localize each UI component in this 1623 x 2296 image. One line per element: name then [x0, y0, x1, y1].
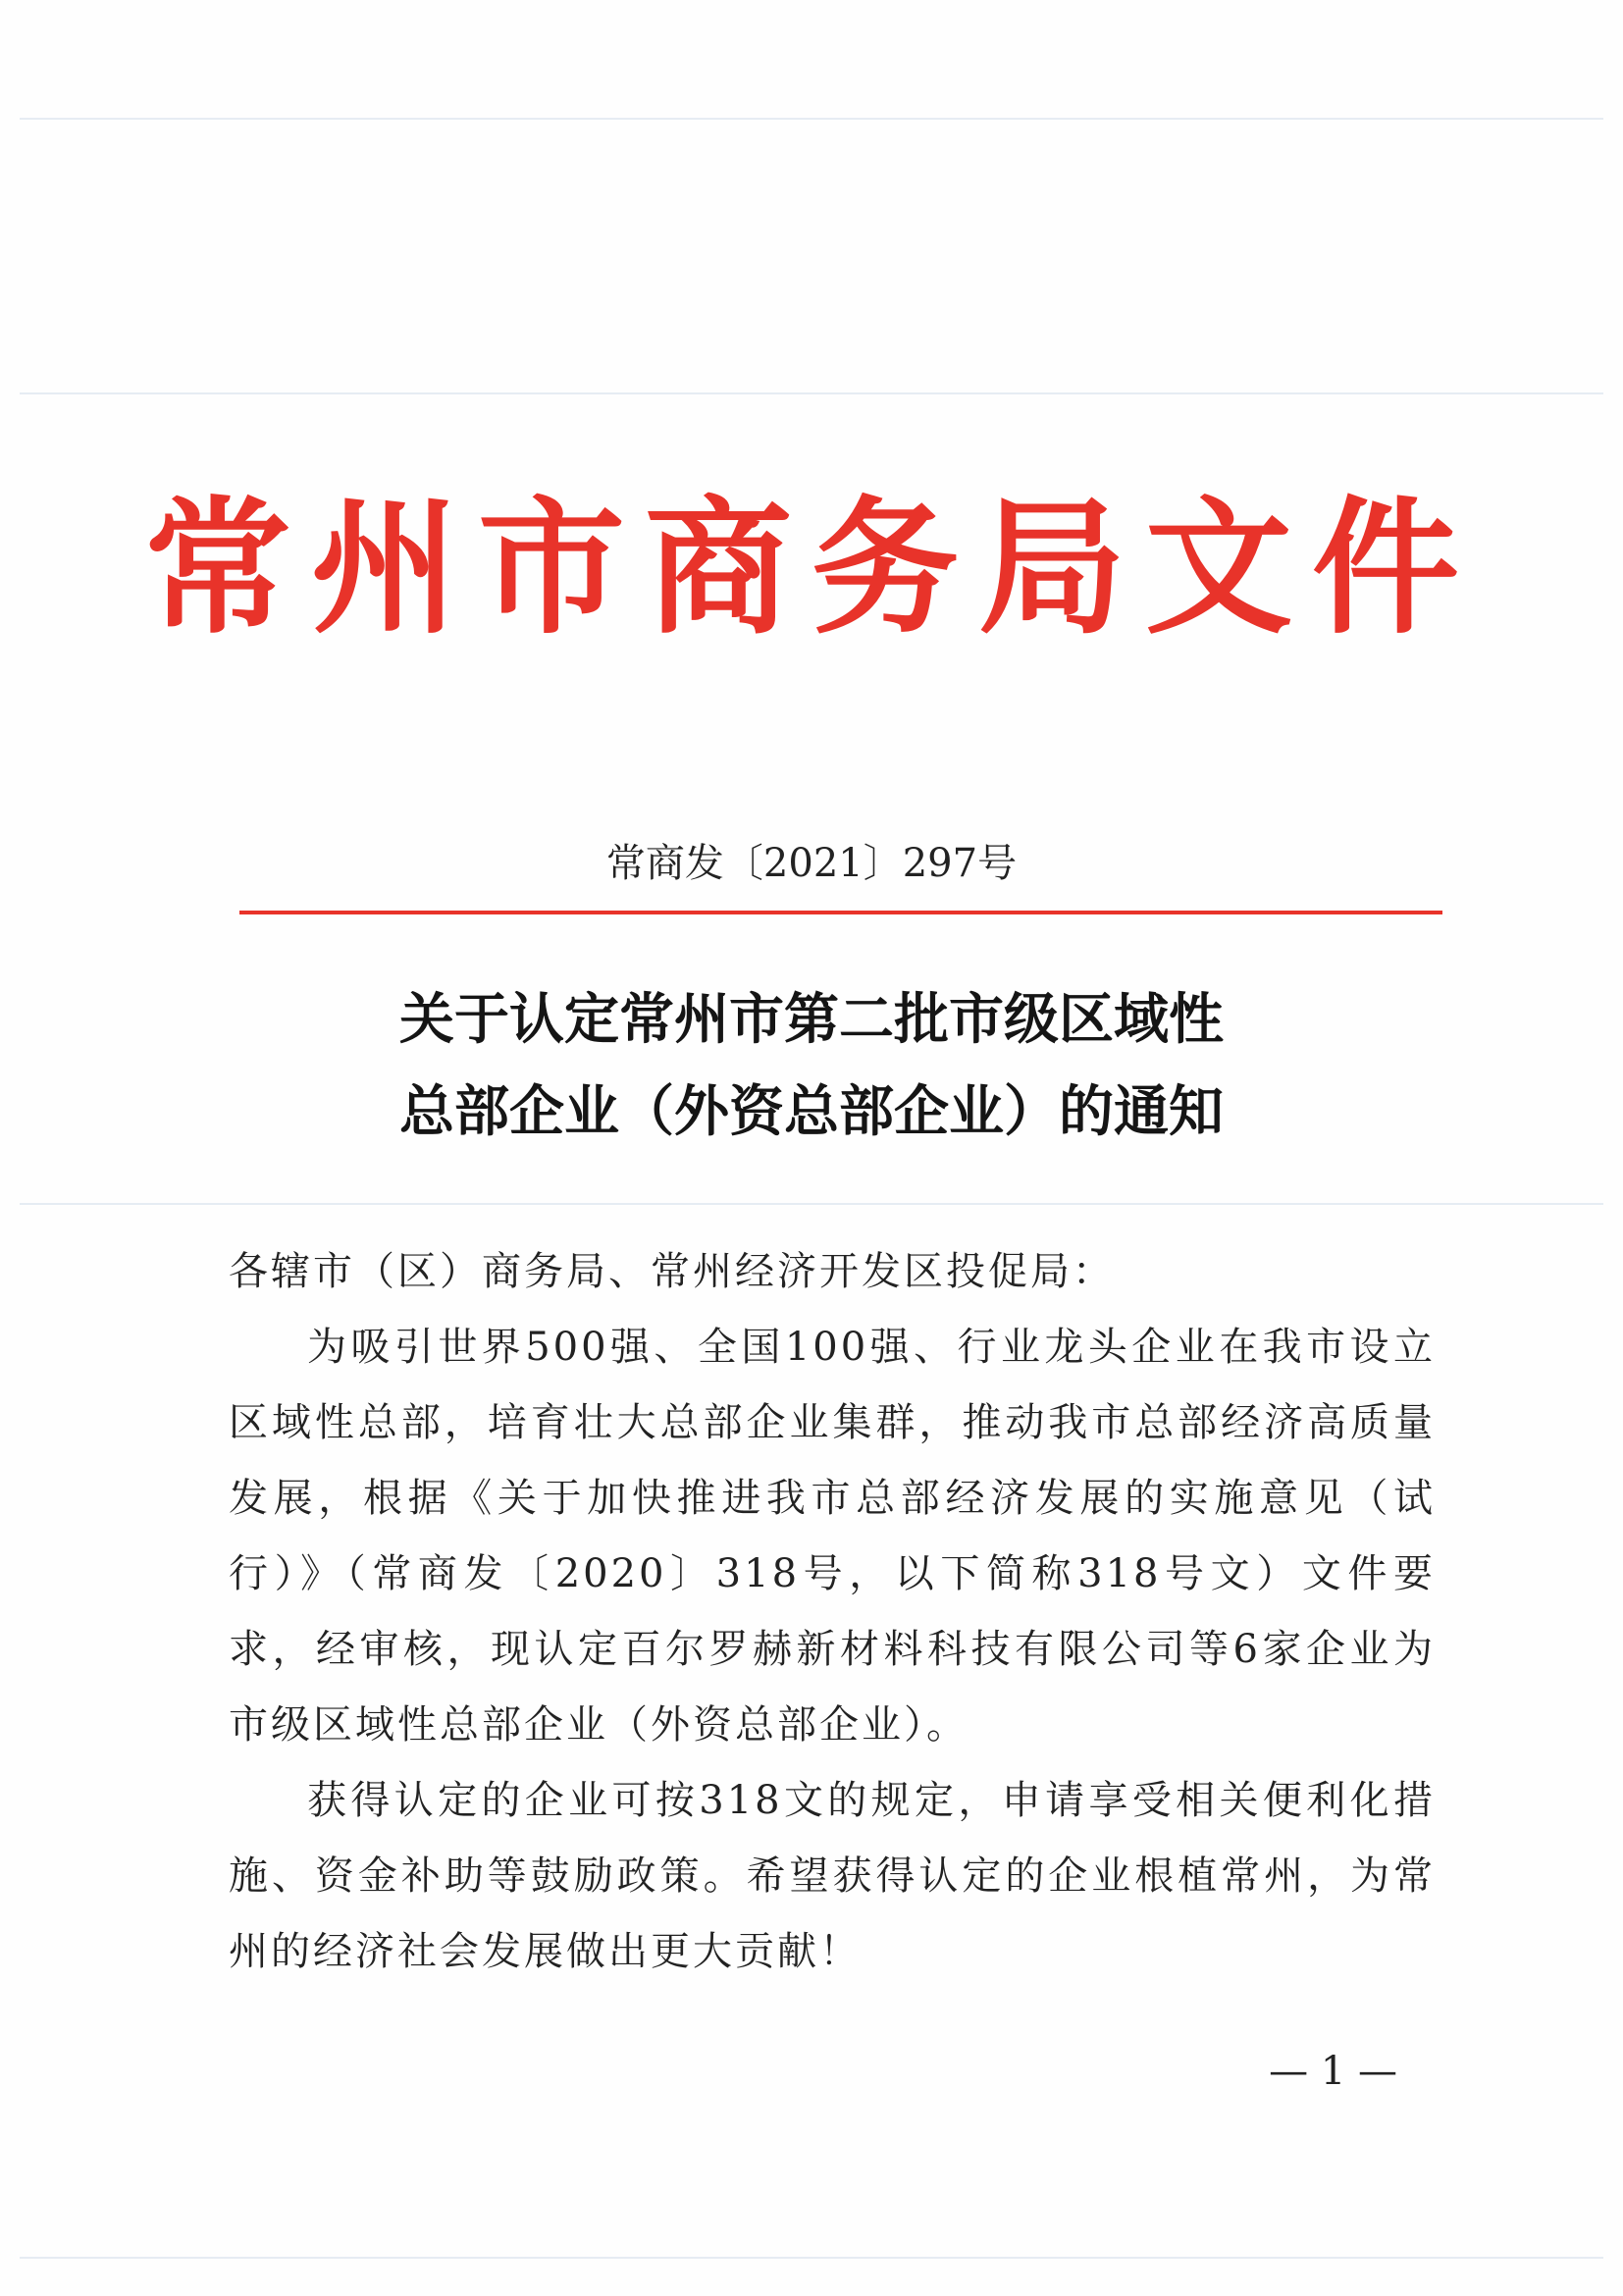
page-number: — 1 —: [1269, 2049, 1397, 2094]
document-title-line-1: 关于认定常州市第二批市级区域性: [399, 988, 1224, 1052]
salutation: 各辖市（区）商务局、常州经济开发区投促局：: [229, 1249, 1115, 1294]
red-divider-rule: [239, 911, 1442, 914]
scan-artifact-line: [20, 1203, 1603, 1205]
document-title-line-2: 总部企业（外资总部企业）的通知: [399, 1080, 1224, 1144]
document-body: [229, 1234, 1436, 1990]
scan-artifact-line: [20, 118, 1603, 120]
scan-artifact-line: [20, 2257, 1603, 2259]
document-number: 常商发〔2021〕297号: [605, 841, 1018, 886]
scan-artifact-line: [20, 392, 1603, 394]
document-masthead: 常州市商务局文件: [143, 484, 1479, 654]
body-paragraph-2: 获得认定的企业可按318文的规定，申请享受相关便利化措施、资金补助等鼓励政策。希望获得认定的企业根植常州，为常州的经济社会发展做出更大贡献！: [229, 1778, 1436, 1974]
body-paragraph-1: 为吸引世界500强、全国100强、行业龙头企业在我市设立区域性总部，培育壮大总部企业集群，推动我市总部经济高质量发展，根据《关于加快推进我市总部经济发展的实施意见（试行）》（常商发〔2020〕318号，以下简称318号文）文件要求，经审核，现认定百尔罗赫新材料科技有限公司等6家企业为市级区域性总部企业（外资总部企业）。: [229, 1325, 1436, 1748]
